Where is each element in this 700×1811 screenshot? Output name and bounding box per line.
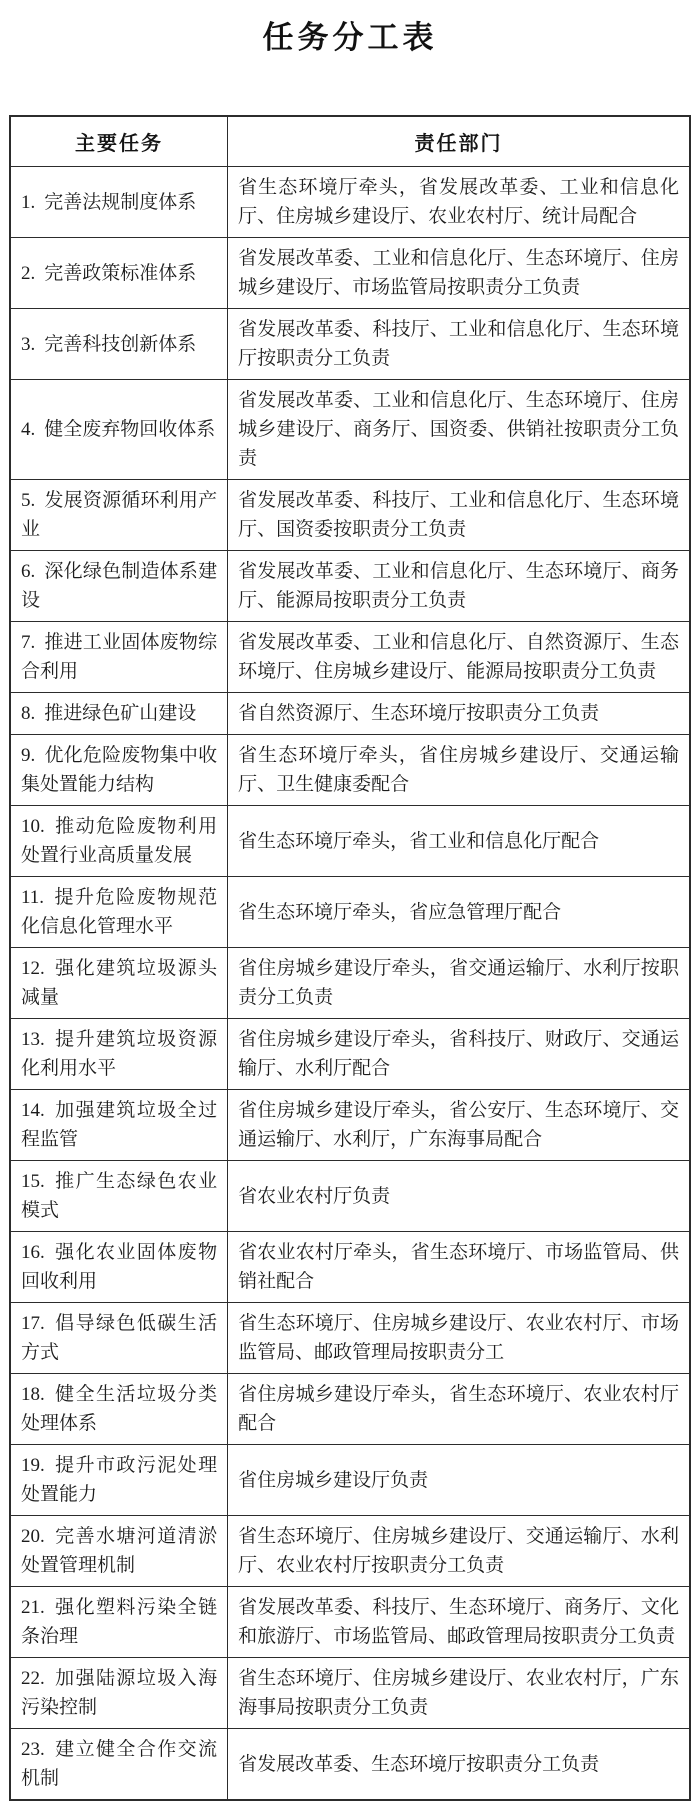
row-number: 13. (21, 1029, 45, 1050)
row-number: 3. (21, 333, 36, 355)
task-label: 提升市政污泥处理处置能力 (21, 1455, 218, 1505)
row-number: 12. (21, 958, 45, 979)
task-cell (10, 622, 228, 693)
page-title: 任务分工表 (262, 20, 438, 55)
table-row (10, 167, 690, 238)
task-cell (10, 948, 228, 1019)
table-row (10, 309, 690, 380)
row-number: 2. (21, 262, 36, 284)
task-cell (10, 238, 228, 309)
task-cell (10, 380, 228, 480)
task-cell (10, 806, 228, 877)
row-number: 20. (21, 1526, 45, 1547)
department-cell: 省发展改革委、科技厅、工业和信息化厅、生态环境厅、国资委按职责分工负责 (228, 480, 690, 551)
department-cell: 省自然资源厅、生态环境厅按职责分工负责 (228, 693, 690, 735)
department-cell: 省发展改革委、科技厅、生态环境厅、商务厅、文化和旅游厅、市场监管局、邮政管理局按职责分工负责 (228, 1587, 690, 1658)
task-cell (10, 480, 228, 551)
task-label: 推动危险废物利用处置行业高质量发展 (21, 816, 218, 866)
table-row (10, 806, 690, 877)
department-cell: 省住房城乡建设厅牵头，省科技厅、财政厅、交通运输厅、水利厅配合 (228, 1019, 690, 1090)
task-label: 深化绿色制造体系建设 (21, 561, 218, 611)
table-row (10, 693, 690, 735)
department-cell: 省农业农村厅牵头，省生态环境厅、市场监管局、供销社配合 (228, 1232, 690, 1303)
task-cell (10, 1587, 228, 1658)
column-header-main-tasks: 主要任务 (10, 116, 228, 167)
task-cell (10, 877, 228, 948)
task-division-table (9, 115, 691, 1801)
row-number: 10. (21, 816, 45, 837)
department-cell: 省住房城乡建设厅牵头，省公安厅、生态环境厅、交通运输厅、水利厅，广东海事局配合 (228, 1090, 690, 1161)
department-cell: 省生态环境厅牵头，省工业和信息化厅配合 (228, 806, 690, 877)
row-number: 18. (21, 1384, 45, 1405)
row-number: 6. (21, 561, 36, 582)
task-label: 完善水塘河道清淤处置管理机制 (21, 1526, 218, 1576)
department-cell: 省发展改革委、工业和信息化厅、生态环境厅、商务厅、能源局按职责分工负责 (228, 551, 690, 622)
task-label: 加强建筑垃圾全过程监管 (21, 1100, 218, 1150)
task-label: 强化建筑垃圾源头减量 (21, 958, 218, 1008)
department-cell: 省住房城乡建设厅牵头，省生态环境厅、农业农村厅配合 (228, 1374, 690, 1445)
department-cell: 省农业农村厅负责 (228, 1161, 690, 1232)
task-label: 推进工业固体废物综合利用 (21, 632, 218, 682)
row-number: 14. (21, 1100, 45, 1121)
task-cell (10, 1658, 228, 1729)
department-cell: 省发展改革委、工业和信息化厅、生态环境厅、住房城乡建设厅、市场监管局按职责分工负责 (228, 238, 690, 309)
table-row (10, 735, 690, 806)
table-row (10, 1019, 690, 1090)
task-cell (10, 1374, 228, 1445)
table-row (10, 1374, 690, 1445)
task-label: 强化塑料污染全链条治理 (21, 1597, 218, 1647)
task-label: 加强陆源垃圾入海污染控制 (21, 1668, 218, 1718)
task-cell (10, 167, 228, 238)
table-row (10, 551, 690, 622)
department-cell: 省生态环境厅牵头，省住房城乡建设厅、交通运输厅、卫生健康委配合 (228, 735, 690, 806)
row-number: 1. (21, 191, 36, 213)
department-cell: 省发展改革委、工业和信息化厅、生态环境厅、住房城乡建设厅、商务厅、国资委、供销社按职责分工负责 (228, 380, 690, 480)
row-number: 4. (21, 419, 36, 440)
task-cell (10, 735, 228, 806)
table-row (10, 1232, 690, 1303)
row-number: 9. (21, 745, 36, 766)
task-label: 完善政策标准体系 (44, 262, 197, 284)
task-cell (10, 1303, 228, 1374)
table-row (10, 1303, 690, 1374)
task-cell (10, 551, 228, 622)
row-number: 8. (21, 703, 36, 724)
table-row (10, 877, 690, 948)
row-number: 17. (21, 1313, 45, 1334)
row-number: 15. (21, 1171, 45, 1192)
table-row (10, 480, 690, 551)
task-label: 完善法规制度体系 (44, 191, 197, 213)
task-label: 推广生态绿色农业模式 (21, 1171, 218, 1221)
task-label: 提升建筑垃圾资源化利用水平 (21, 1029, 218, 1079)
table-row (10, 948, 690, 1019)
task-label: 健全生活垃圾分类处理体系 (21, 1384, 218, 1434)
row-number: 7. (21, 632, 36, 653)
row-number: 23. (21, 1739, 45, 1760)
table-row (10, 1658, 690, 1729)
table-row (10, 380, 690, 480)
task-label: 推进绿色矿山建设 (44, 703, 197, 724)
table-header-row (10, 116, 690, 167)
row-number: 22. (21, 1668, 45, 1689)
table-row (10, 1445, 690, 1516)
task-label: 倡导绿色低碳生活方式 (21, 1313, 218, 1363)
department-cell: 省生态环境厅牵头，省发展改革委、工业和信息化厅、住房城乡建设厅、农业农村厅、统计局配合 (228, 167, 690, 238)
table-row (10, 1729, 690, 1801)
department-cell: 省生态环境厅、住房城乡建设厅、交通运输厅、水利厅、农业农村厅按职责分工负责 (228, 1516, 690, 1587)
row-number: 19. (21, 1455, 45, 1476)
row-number: 21. (21, 1597, 45, 1618)
department-cell: 省生态环境厅牵头，省应急管理厅配合 (228, 877, 690, 948)
department-cell: 省生态环境厅、住房城乡建设厅、农业农村厅，广东海事局按职责分工负责 (228, 1658, 690, 1729)
task-label: 优化危险废物集中收集处置能力结构 (21, 745, 218, 795)
row-number: 16. (21, 1242, 45, 1263)
table-row (10, 1090, 690, 1161)
column-header-responsible-departments: 责任部门 (228, 116, 690, 167)
row-number: 11. (21, 887, 45, 908)
department-cell: 省发展改革委、生态环境厅按职责分工负责 (228, 1729, 690, 1801)
department-cell: 省住房城乡建设厅负责 (228, 1445, 690, 1516)
task-cell (10, 309, 228, 380)
table-row (10, 1587, 690, 1658)
department-cell: 省发展改革委、工业和信息化厅、自然资源厅、生态环境厅、住房城乡建设厅、能源局按职责分工负责 (228, 622, 690, 693)
task-cell (10, 1019, 228, 1090)
task-cell (10, 1445, 228, 1516)
task-label: 完善科技创新体系 (44, 333, 197, 355)
table-row (10, 622, 690, 693)
task-label: 强化农业固体废物回收利用 (21, 1242, 218, 1292)
task-cell (10, 1232, 228, 1303)
department-cell: 省住房城乡建设厅牵头，省交通运输厅、水利厅按职责分工负责 (228, 948, 690, 1019)
department-cell: 省生态环境厅、住房城乡建设厅、农业农村厅、市场监管局、邮政管理局按职责分工 (228, 1303, 690, 1374)
task-cell (10, 1516, 228, 1587)
task-cell (10, 1729, 228, 1801)
task-cell (10, 1090, 228, 1161)
row-number: 5. (21, 490, 36, 511)
table-row (10, 1161, 690, 1232)
task-label: 提升危险废物规范化信息化管理水平 (21, 887, 218, 937)
task-label: 发展资源循环利用产业 (21, 490, 218, 540)
task-label: 健全废弃物回收体系 (44, 419, 216, 440)
task-cell (10, 1161, 228, 1232)
task-label: 建立健全合作交流机制 (21, 1739, 218, 1789)
department-cell: 省发展改革委、科技厅、工业和信息化厅、生态环境厅按职责分工负责 (228, 309, 690, 380)
table-row (10, 238, 690, 309)
task-cell (10, 693, 228, 735)
table-row (10, 1516, 690, 1587)
